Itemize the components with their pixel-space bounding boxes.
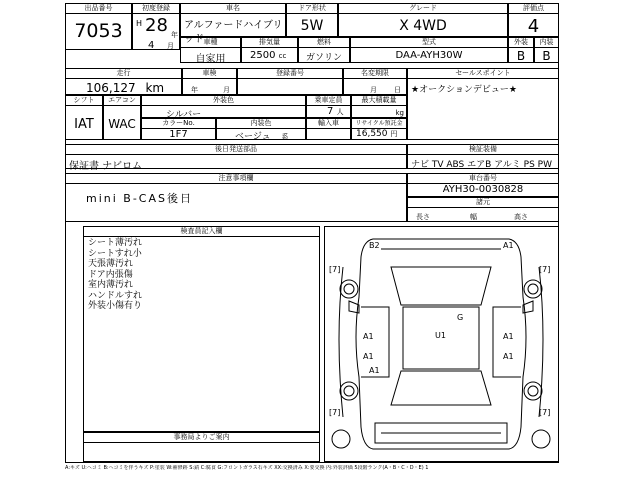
mark-bracket-right-top: [7]	[539, 265, 551, 274]
int-color-unit: 系	[281, 133, 289, 141]
era: H	[136, 19, 143, 28]
chassis-box	[407, 173, 559, 197]
usage-label: 車種	[181, 38, 240, 48]
mark-bracket-left-top: [7]	[329, 265, 341, 274]
interior-label: 内装	[535, 38, 558, 48]
displacement-box	[241, 37, 298, 63]
ac-box	[103, 95, 141, 140]
wheel-rear-left	[340, 382, 358, 400]
selling-point-box	[407, 68, 559, 140]
lot-no: 7053	[74, 20, 123, 42]
chassis-label: 車台番号	[408, 174, 558, 184]
inspector-item: シートすれ小	[88, 248, 142, 259]
inspection-year-unit: 年	[191, 86, 198, 94]
load-box	[351, 95, 407, 118]
car-name: アルファードハイブリッド	[184, 20, 283, 45]
inspector-item: 外装小傷有り	[88, 301, 143, 311]
car-name-label: 車名	[181, 4, 285, 14]
mark-a1-right-1: A1	[503, 332, 514, 341]
mark-a1-top: A1	[503, 241, 514, 250]
mark-bracket-left-bottom: [7]	[329, 408, 341, 417]
usage: 自家用	[195, 54, 226, 65]
aftermarket-box	[65, 144, 407, 172]
import-box	[306, 118, 351, 140]
mark-a1-right-2: A1	[503, 352, 514, 361]
recycle-label: リサイクル預託金	[352, 119, 406, 129]
notes-label: 注意事項欄	[66, 174, 406, 184]
color-no: 1F7	[169, 129, 188, 140]
wheel-front-right	[524, 280, 542, 298]
mark-u1: U1	[435, 331, 446, 340]
mark-a1-bottom: A1	[369, 366, 380, 375]
lot-no-label: 出品番号	[66, 4, 131, 14]
capacity-unit: 人	[336, 108, 344, 116]
mark-a1-left-2: A1	[363, 352, 374, 361]
selling-point: ★オークションデビュー★	[411, 85, 517, 95]
wheel-spare-left	[332, 430, 350, 448]
right-door-outline	[493, 307, 521, 377]
mark-g: G	[457, 313, 464, 322]
shift: IAT	[74, 117, 94, 132]
inspector-item: 室内薄汚れ	[88, 280, 134, 290]
capacity-box	[306, 95, 351, 118]
wheel-rear-right	[524, 382, 542, 400]
mark-bracket-right-bottom: [7]	[539, 408, 551, 417]
int-color: ベージュ	[235, 132, 271, 142]
exterior-box	[508, 37, 534, 63]
reg-no-label: 登録番号	[238, 69, 342, 79]
name-change-box	[343, 68, 407, 95]
grade-box	[338, 3, 508, 37]
grade: X 4WD	[399, 18, 447, 34]
verified-box	[407, 144, 559, 169]
displacement-label: 排気量	[242, 38, 297, 48]
capacity-label: 乗車定員	[307, 96, 350, 106]
interior-box	[534, 37, 559, 63]
name-change-label: 名変期限	[344, 69, 406, 79]
wheel-front-left-inner	[344, 284, 354, 294]
displacement-unit: cc	[278, 52, 287, 60]
chassis: AYH30-0030828	[442, 184, 524, 195]
ac: WAC	[108, 117, 136, 131]
wheel-spare-right	[532, 430, 550, 448]
wheel-front-right-inner	[528, 284, 538, 294]
model-box	[350, 37, 508, 63]
int-color-box	[216, 118, 306, 140]
fuel-label: 燃料	[299, 38, 349, 48]
int-color-label: 内装色	[217, 119, 305, 129]
aftermarket: 保証書 ナビロム	[69, 161, 143, 172]
fuel-box	[298, 37, 350, 63]
inspector-box	[83, 226, 320, 432]
first-reg-box	[132, 3, 180, 50]
mileage: 106,127	[86, 81, 136, 95]
inspector-item: ドア内張傷	[88, 269, 133, 280]
mileage-unit: km	[145, 81, 165, 95]
import-label: 輸入車	[307, 119, 350, 129]
color: シルバー	[166, 110, 202, 120]
score-label: 評価点	[509, 4, 558, 14]
fuel: ガソリン	[305, 53, 342, 63]
score-box	[508, 3, 559, 37]
name-change-month-unit: 月	[370, 86, 377, 94]
mileage-label: 走行	[66, 69, 181, 79]
usage-box	[180, 37, 241, 63]
year-unit: 年	[171, 31, 178, 39]
shift-label: シフト	[66, 96, 102, 106]
score: 4	[527, 16, 540, 37]
mileage-box	[65, 68, 182, 95]
inspector-label: 検査員記入欄	[84, 227, 319, 237]
inspector-item: シート薄汚れ	[88, 238, 143, 248]
recycle: 16,550	[356, 129, 388, 139]
recycle-box	[351, 118, 407, 140]
ac-label: エアコン	[104, 96, 140, 106]
exterior: B	[516, 49, 526, 63]
footer-legend: A:キズ U:ヘコミ B:ヘコミを伴うキズ P:塗装 W:補修跡 S:錆 C:腐食 G:フロントガラス石キズ XX:交換済み X:要交換 内:外装評価 5段階ランク(A・B・C・D・E) 1	[65, 465, 429, 471]
color-label: 外装色	[142, 96, 305, 106]
first-reg-label: 初度登録	[133, 4, 179, 14]
rear-window-outline	[391, 371, 491, 405]
notes-box	[65, 173, 407, 222]
damage-diagram-box	[324, 226, 559, 462]
verified-label: 検証装備	[408, 145, 558, 155]
color-box	[141, 95, 306, 118]
verified: ナビ TV ABS エアB アルミ PS PW	[411, 160, 552, 170]
model-label: 型式	[351, 38, 507, 48]
dims-box	[407, 197, 559, 222]
load-unit: kg	[395, 109, 404, 117]
lot-no-box	[65, 3, 132, 50]
height-label: 高さ	[514, 213, 528, 221]
color-no-box	[141, 118, 216, 140]
exterior-label: 外装	[509, 38, 533, 48]
office-box	[83, 432, 320, 462]
aftermarket-label: 後日発送部品	[66, 145, 406, 155]
inspection-box	[182, 68, 237, 95]
reg-no-box	[237, 68, 343, 95]
model: DAA-AYH30W	[395, 50, 463, 61]
first-reg-month: 4	[148, 40, 155, 51]
inspector-item: ハンドルすれ	[88, 290, 143, 301]
wheel-rear-right-inner	[528, 386, 538, 396]
displacement: 2500	[250, 50, 276, 61]
load-label: 最大積載量	[352, 96, 406, 106]
first-reg-year: 28	[145, 15, 168, 36]
car-outline	[356, 239, 526, 449]
shift-box	[65, 95, 103, 140]
door-box	[286, 3, 338, 37]
capacity: 7	[327, 106, 334, 117]
recycle-unit: 円	[390, 130, 398, 138]
width-label: 幅	[470, 213, 477, 221]
windshield-outline	[391, 267, 491, 305]
grade-label: グレード	[339, 4, 507, 14]
office-label: 事務局よりご案内	[84, 433, 319, 443]
inspector-item: 天張薄汚れ	[88, 259, 134, 269]
car-diagram	[325, 227, 558, 461]
name-change-day-unit: 日	[394, 86, 401, 94]
wheel-rear-left-inner	[344, 386, 354, 396]
dims-label: 諸元	[408, 198, 558, 208]
length-label: 長さ	[416, 213, 430, 221]
notes: mini B-CAS後日	[86, 192, 193, 205]
interior: B	[542, 49, 551, 63]
door-label: ドア形状	[287, 4, 337, 14]
mark-b2: B2	[369, 241, 380, 250]
color-no-label: カラーNo.	[142, 119, 215, 129]
wheel-front-left	[340, 280, 358, 298]
inspection-month-unit: 月	[223, 86, 230, 94]
month-unit: 月	[167, 42, 174, 50]
door: 5W	[300, 18, 324, 34]
selling-point-label: セールスポイント	[408, 69, 558, 79]
mark-a1-left-1: A1	[363, 332, 374, 341]
inspection-label: 車検	[183, 69, 236, 79]
